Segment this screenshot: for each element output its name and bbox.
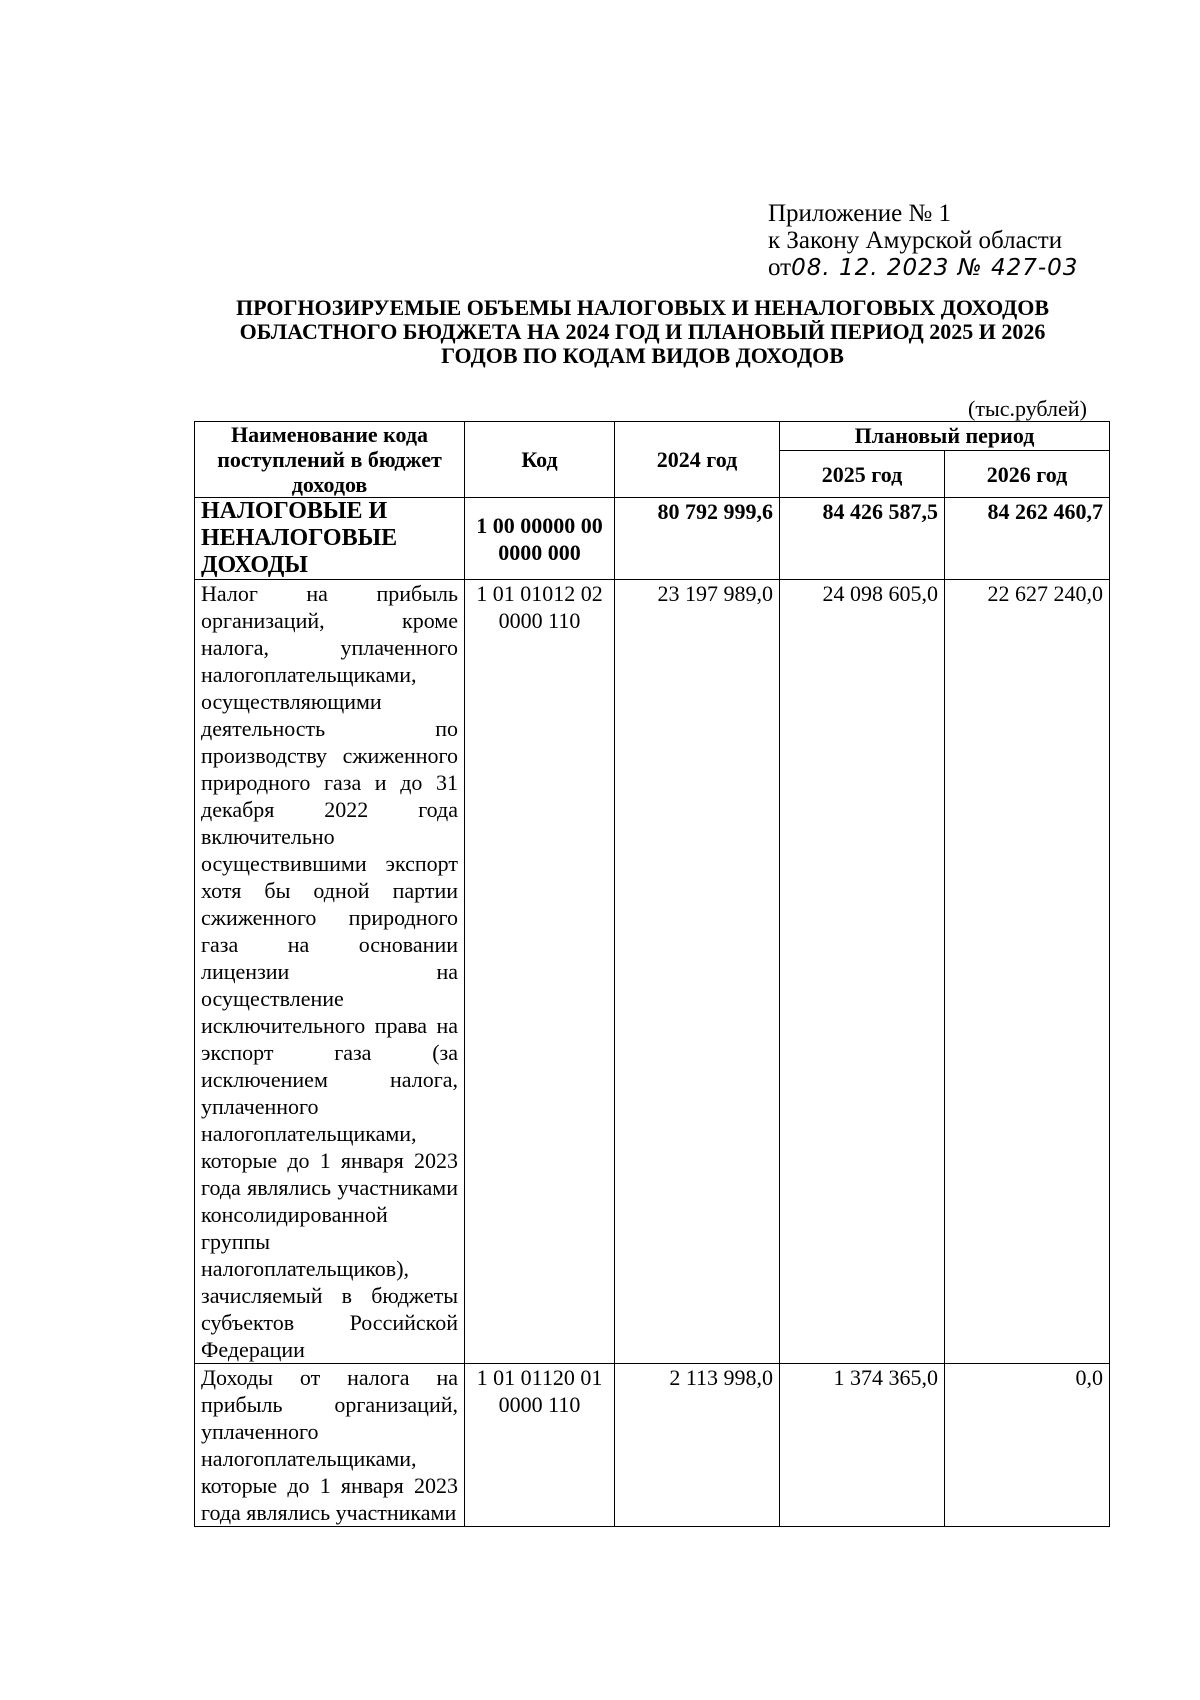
header-2025: 2025 год bbox=[780, 451, 945, 498]
handwritten-date-number: 08. 12. 2023 № 427-03 bbox=[791, 255, 1079, 281]
row-2026: 84 262 460,7 bbox=[945, 498, 1110, 580]
row-2026: 0,0 bbox=[945, 1364, 1110, 1527]
row-2025: 1 374 365,0 bbox=[780, 1364, 945, 1527]
row-2025: 84 426 587,5 bbox=[780, 498, 945, 580]
row-code: 1 01 01012 02 0000 110 bbox=[465, 580, 615, 1364]
revenue-table bbox=[194, 421, 1110, 1527]
document-title bbox=[190, 296, 1095, 368]
table-row bbox=[195, 580, 1110, 1364]
header-2026: 2026 год bbox=[945, 451, 1110, 498]
row-name: Налог на прибыль организаций, кроме налога, уплаченного налогоплательщиками, осуществляющими деятельность по производству сжиженного природного газа и до 31 декабря 2022 года включительно осуществившими экспорт хотя бы одной партии сжиженного природного газа на основании лицензии на осуществление исключительного права на экспорт газа (за исключением налога, уплаченного налогоплательщиками, которые до 1 января 2023 года являлись участниками консолидированной группы налогоплательщиков), зачисляемый в бюджеты субъектов Российской Федерации bbox=[195, 580, 465, 1364]
row-2024: 23 197 989,0 bbox=[615, 580, 780, 1364]
appendix-line-3 bbox=[768, 254, 1078, 282]
header-plan-period: Плановый период bbox=[780, 422, 1110, 451]
title-line-2: ОБЛАСТНОГО БЮДЖЕТА НА 2024 ГОД И ПЛАНОВЫЙ ПЕРИОД 2025 И 2026 bbox=[239, 319, 1046, 344]
row-code: 1 01 01120 01 0000 110 bbox=[465, 1364, 615, 1527]
row-name: НАЛОГОВЫЕ И НЕНАЛОГОВЫЕ ДОХОДЫ bbox=[195, 498, 465, 580]
row-code: 1 00 00000 00 0000 000 bbox=[465, 498, 615, 580]
table-header-row bbox=[195, 422, 1110, 451]
header-code: Код bbox=[465, 422, 615, 498]
appendix-date-prefix: от bbox=[768, 254, 792, 281]
table-row bbox=[195, 498, 1110, 580]
title-line-3: ГОДОВ ПО КОДАМ ВИДОВ ДОХОДОВ bbox=[441, 343, 844, 368]
row-2025: 24 098 605,0 bbox=[780, 580, 945, 1364]
row-2024: 2 113 998,0 bbox=[615, 1364, 780, 1527]
header-name: Наименование кода поступлений в бюджет доходов bbox=[195, 422, 465, 498]
row-name: Доходы от налога на прибыль организаций, уплаченного налогоплательщиками, которые до 1 января 2023 года являлись участниками bbox=[195, 1364, 465, 1527]
row-2024: 80 792 999,6 bbox=[615, 498, 780, 580]
units-label: (тыс.рублей) bbox=[968, 396, 1087, 421]
appendix-line-2: к Закону Амурской области bbox=[768, 227, 1063, 254]
appendix-line-1: Приложение № 1 bbox=[768, 200, 952, 227]
header-2024: 2024 год bbox=[615, 422, 780, 498]
title-line-1: ПРОГНОЗИРУЕМЫЕ ОБЪЕМЫ НАЛОГОВЫХ И НЕНАЛОГОВЫХ ДОХОДОВ bbox=[235, 295, 1050, 320]
appendix-block bbox=[768, 200, 1078, 282]
table-row bbox=[195, 1364, 1110, 1527]
row-2026: 22 627 240,0 bbox=[945, 580, 1110, 1364]
